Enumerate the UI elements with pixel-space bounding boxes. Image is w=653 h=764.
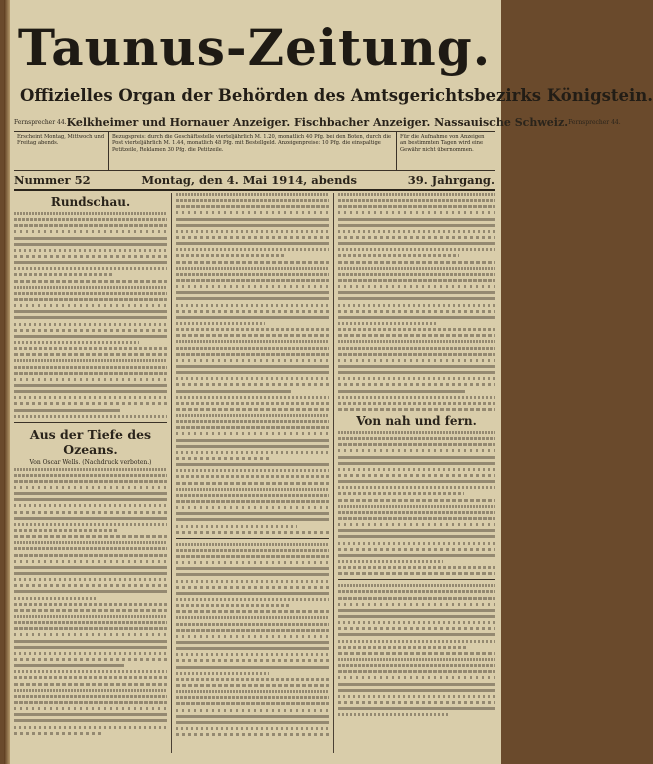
text-line [338, 652, 495, 655]
text-line [14, 560, 167, 563]
text-line [176, 573, 329, 576]
text-line [176, 543, 329, 546]
text-line [338, 242, 495, 245]
text-line [338, 408, 495, 411]
text-line [14, 597, 98, 600]
section-heading-ozean: Aus der Tiefe des Ozeans. [29, 426, 152, 457]
text-line [338, 658, 495, 661]
text-line [338, 523, 495, 526]
text-line [338, 267, 495, 270]
dateline [14, 171, 495, 191]
text-line [176, 561, 329, 564]
issue-number: Nummer 52 [14, 173, 91, 187]
text-line [338, 353, 495, 356]
text-line [14, 633, 167, 636]
info-left: Erscheint Montag, Mittwoch und Freitag abends. [14, 132, 109, 170]
author-line: Von Oscar Wells. (Nachdruck verboten.) [29, 458, 152, 466]
text-line [14, 402, 167, 405]
text-line [176, 445, 329, 448]
text-line [14, 359, 167, 362]
newspaper-page [4, 0, 653, 764]
section-heading-rundschau: Rundschau. [50, 195, 131, 209]
text-line [14, 243, 167, 246]
text-line [338, 560, 443, 563]
text-line [338, 529, 495, 532]
text-line [176, 672, 269, 675]
text-line [176, 396, 329, 399]
text-line [14, 529, 118, 532]
text-block [14, 212, 167, 418]
text-line [338, 218, 495, 221]
text-line [176, 353, 329, 356]
text-line [338, 499, 495, 502]
text-line [176, 727, 329, 730]
text-line [176, 549, 329, 552]
text-line [338, 402, 495, 405]
text-line [338, 603, 495, 606]
text-line [176, 525, 297, 528]
text-line [14, 523, 167, 526]
text-line [338, 211, 495, 214]
text-line [14, 683, 167, 686]
text-line [176, 610, 329, 613]
text-line [176, 359, 329, 362]
text-line [176, 297, 329, 300]
text-line [338, 449, 495, 452]
text-line [14, 280, 167, 283]
text-line [14, 273, 113, 276]
text-line [176, 580, 329, 583]
text-line [14, 566, 167, 569]
text-line [176, 586, 329, 589]
text-line [338, 713, 448, 716]
text-line [338, 542, 495, 545]
text-line [338, 456, 495, 459]
text-line [338, 505, 495, 508]
column-rule [333, 193, 334, 753]
text-line [176, 623, 329, 626]
text-line [176, 218, 329, 221]
text-line [338, 627, 495, 630]
text-line [176, 236, 329, 239]
text-line [176, 457, 271, 460]
text-line [176, 279, 329, 282]
text-line [176, 635, 329, 638]
info-center: Bezugspreis: durch die Geschäftsstelle vierteljährlich M. 1.20, monatlich 40 Pfg. bei den Boten, durch die Post vierteljährlich M. 1.44, monatlich 48 Pfg. mit Bestellgeld. Anzeigenpreise: 10 Pfg. die einspaltige Petitzeile, Reklamen 30 Pfg. die Petitzeile. [109, 132, 397, 170]
text-line [338, 566, 495, 569]
binding-edge [4, 0, 10, 764]
text-line [338, 236, 495, 239]
text-line [14, 713, 167, 716]
text-line [338, 646, 468, 649]
text-line [14, 554, 167, 557]
text-line [176, 248, 329, 251]
text-line [338, 584, 495, 587]
text-line [14, 676, 167, 679]
text-line [338, 193, 495, 196]
text-block [176, 193, 329, 534]
text-line [176, 709, 329, 712]
text-line [14, 384, 167, 387]
issue-date: Montag, den 4. Mai 1914, abends [141, 173, 357, 187]
text-line [176, 371, 329, 374]
text-line [176, 647, 329, 650]
text-line [338, 554, 495, 557]
text-line [14, 535, 167, 538]
text-line [14, 621, 167, 624]
text-line [338, 328, 495, 331]
text-line [176, 531, 329, 534]
text-line [176, 211, 329, 214]
text-line [14, 609, 167, 612]
text-line [176, 721, 329, 724]
text-line [176, 592, 329, 595]
text-line [14, 646, 167, 649]
text-line [338, 640, 495, 643]
text-line [176, 310, 329, 313]
text-line [338, 254, 459, 257]
text-line [14, 335, 167, 338]
divider [14, 422, 167, 423]
text-line [176, 261, 329, 264]
text-line [338, 224, 495, 227]
column-3 [338, 193, 495, 719]
text-line [338, 273, 495, 276]
text-line [176, 426, 329, 429]
text-line [338, 365, 495, 368]
text-line [14, 689, 167, 692]
column-rule [171, 193, 172, 753]
text-line [176, 199, 329, 202]
text-line [338, 297, 495, 300]
text-line [14, 640, 167, 643]
text-line [338, 431, 495, 434]
text-block [176, 543, 329, 736]
text-line [14, 390, 167, 393]
text-line [176, 555, 329, 558]
text-line [14, 701, 167, 704]
text-line [176, 500, 329, 503]
text-line [338, 443, 495, 446]
text-line [338, 676, 495, 679]
text-line [338, 390, 465, 393]
text-line [338, 548, 495, 551]
text-line [14, 396, 167, 399]
text-line [176, 322, 265, 325]
text-line [14, 366, 167, 369]
text-line [338, 396, 495, 399]
text-line [176, 629, 329, 632]
text-line [176, 267, 329, 270]
text-line [176, 420, 329, 423]
text-line [14, 218, 167, 221]
text-line [338, 670, 495, 673]
text-line [338, 462, 495, 465]
text-line [14, 347, 167, 350]
text-line [14, 329, 167, 332]
text-line [176, 242, 329, 245]
text-line [176, 390, 291, 393]
text-line [176, 616, 329, 619]
phone-right: Fernsprecher 44. [568, 119, 621, 126]
text-line [14, 409, 120, 412]
divider [176, 538, 329, 539]
text-line [176, 451, 329, 454]
text-line [14, 480, 167, 483]
text-line [176, 316, 329, 319]
text-line [338, 590, 495, 593]
text-line [176, 506, 329, 509]
text-line [14, 212, 167, 215]
text-block [14, 468, 167, 735]
text-line [176, 304, 329, 307]
text-line [338, 383, 495, 386]
text-line [338, 279, 495, 282]
text-line [338, 609, 495, 612]
text-line [14, 474, 167, 477]
text-line [176, 518, 329, 521]
text-line [14, 230, 167, 233]
text-line [338, 334, 495, 337]
text-line [14, 286, 167, 289]
text-line [14, 298, 167, 301]
text-line [14, 670, 167, 673]
text-line [176, 365, 329, 368]
divider [338, 579, 495, 580]
text-line [338, 304, 495, 307]
masthead-subline [14, 116, 621, 129]
text-line [176, 666, 329, 669]
text-line [338, 291, 495, 294]
text-line [338, 230, 495, 233]
section-heading-nah-fern: Von nah und fern. [356, 414, 477, 429]
text-line [338, 261, 495, 264]
text-line [176, 494, 329, 497]
text-line [176, 328, 329, 331]
phone-left: Fernsprecher 44. [14, 119, 67, 126]
text-line [338, 316, 495, 319]
text-line [14, 572, 167, 575]
text-line [176, 463, 329, 466]
text-line [338, 359, 495, 362]
text-line [176, 733, 329, 736]
text-line [14, 652, 167, 655]
text-line [176, 377, 329, 380]
text-line [14, 590, 167, 593]
text-line [338, 621, 495, 624]
text-line [338, 597, 495, 600]
text-line [176, 678, 329, 681]
text-line [176, 715, 329, 718]
text-line [176, 291, 329, 294]
text-line [14, 584, 167, 587]
issue-year: 39. Jahrgang. [407, 173, 495, 187]
text-line [176, 254, 285, 257]
text-line [176, 702, 329, 705]
text-line [14, 224, 167, 227]
text-line [338, 347, 495, 350]
text-line [176, 567, 329, 570]
text-line [338, 371, 495, 374]
text-line [176, 347, 329, 350]
text-line [338, 535, 495, 538]
text-line [176, 598, 329, 601]
text-line [338, 695, 495, 698]
text-line [176, 414, 329, 417]
text-line [14, 578, 167, 581]
text-line [14, 378, 167, 381]
text-line [14, 341, 139, 344]
text-line [176, 224, 329, 227]
text-line [14, 323, 167, 326]
text-line [338, 377, 495, 380]
text-line [14, 504, 167, 507]
text-line [14, 664, 124, 667]
text-line [14, 292, 167, 295]
text-line [338, 615, 495, 618]
text-line [338, 340, 495, 343]
text-line [176, 659, 329, 662]
text-line [14, 310, 167, 313]
text-line [338, 492, 464, 495]
text-line [14, 695, 167, 698]
text-line [14, 707, 167, 710]
text-line [14, 255, 167, 258]
text-line [14, 511, 167, 514]
text-line [338, 310, 495, 313]
text-line [176, 340, 329, 343]
text-line [14, 547, 167, 550]
subline-text: Kelkheimer und Hornauer Anzeiger. Fischbacher Anzeiger. Nassauische Schweiz. [66, 116, 569, 129]
text-line [176, 653, 329, 656]
text-line [176, 383, 329, 386]
text-line [176, 408, 329, 411]
text-line [14, 719, 167, 722]
text-line [176, 193, 329, 196]
text-line [14, 517, 167, 520]
text-line [14, 498, 167, 501]
text-line [338, 285, 495, 288]
column-1 [14, 193, 167, 738]
text-line [14, 316, 167, 319]
text-line [338, 248, 495, 251]
text-line [14, 732, 104, 735]
text-line [14, 237, 167, 240]
text-line [176, 696, 329, 699]
text-line [338, 689, 495, 692]
text-line [176, 273, 329, 276]
text-line [14, 541, 167, 544]
text-line [176, 604, 289, 607]
text-line [338, 199, 495, 202]
text-line [14, 415, 167, 418]
text-line [14, 627, 167, 630]
text-line [338, 664, 495, 667]
text-line [14, 353, 167, 356]
text-line [14, 615, 167, 618]
text-line [176, 469, 329, 472]
info-right: Für die Aufnahme von Anzeigen an bestimmten Tagen wird eine Gewähr nicht übernommen. [400, 134, 485, 153]
text-line [14, 267, 167, 270]
text-line [176, 439, 329, 442]
text-line [176, 432, 329, 435]
text-line [14, 492, 167, 495]
text-line [176, 488, 329, 491]
text-line [14, 468, 167, 471]
text-block [338, 431, 495, 575]
text-block [338, 584, 495, 716]
info-bar [14, 131, 495, 171]
column-2 [176, 193, 329, 739]
text-line [338, 437, 495, 440]
text-line [338, 517, 495, 520]
text-line [14, 658, 167, 661]
text-line [176, 512, 329, 515]
text-line [176, 684, 329, 687]
text-line [14, 249, 167, 252]
text-line [338, 480, 495, 483]
text-line [14, 726, 167, 729]
text-line [338, 322, 438, 325]
text-line [338, 205, 495, 208]
text-line [176, 690, 329, 693]
text-line [338, 511, 495, 514]
text-line [14, 603, 167, 606]
text-line [176, 285, 329, 288]
text-line [338, 707, 495, 710]
text-line [176, 482, 329, 485]
text-line [176, 641, 329, 644]
text-line [14, 304, 167, 307]
text-line [338, 486, 495, 489]
text-line [338, 701, 495, 704]
masthead-subtitle: Offizielles Organ der Behörden des Amtsgerichtsbezirks Königstein. [20, 86, 653, 105]
text-line [176, 230, 329, 233]
text-line [338, 474, 495, 477]
text-line [14, 372, 167, 375]
masthead-title: Taunus-Zeitung. [17, 18, 492, 77]
text-line [338, 572, 495, 575]
text-line [338, 633, 495, 636]
text-line [338, 468, 495, 471]
text-line [176, 334, 329, 337]
text-line [176, 402, 329, 405]
text-line [14, 261, 167, 264]
text-line [14, 486, 167, 489]
text-line [176, 475, 329, 478]
text-block [338, 193, 495, 411]
text-line [338, 683, 495, 686]
text-line [176, 205, 329, 208]
